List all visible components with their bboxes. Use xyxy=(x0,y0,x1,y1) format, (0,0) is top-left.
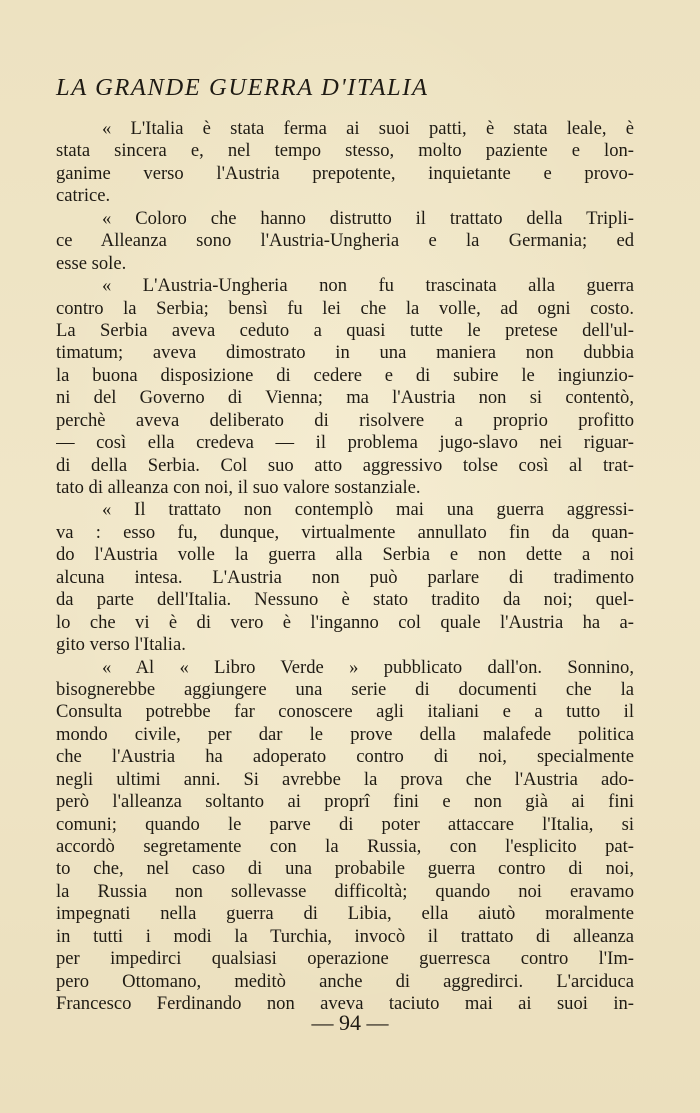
text-line: ce Alleanza sono l'Austria-Ungheria e la Germania; ed xyxy=(56,230,634,252)
text-line: « Coloro che hanno distrutto il trattato della Tripli- xyxy=(102,207,634,229)
text-line: Francesco Ferdinando non aveva taciuto mai ai suoi in- xyxy=(56,993,634,1015)
text-line: « L'Italia è stata ferma ai suoi patti, è stata leale, è xyxy=(102,118,634,139)
running-head: LA GRANDE GUERRA D'ITALIA xyxy=(56,74,429,101)
text-line: timatum; aveva dimostrato in una maniera non dubbia xyxy=(56,342,634,364)
text-line: contro la Serbia; bensì fu lei che la volle, ad ogni costo. xyxy=(56,297,634,319)
text-line: do l'Austria volle la guerra alla Serbia e non dette a noi xyxy=(56,544,634,566)
text-line: in tutti i modi la Turchia, invocò il trattato di alleanza xyxy=(56,925,634,947)
text-line: la buona disposizione di cedere e di subire le ingiunzio- xyxy=(56,364,634,386)
body-text xyxy=(56,118,634,1016)
text-line: accordò segretamente con la Russia, con l'esplicito pat- xyxy=(56,836,634,857)
text-line: da parte dell'Italia. Nessuno è stato tradito da noi; quel- xyxy=(56,589,634,611)
text-line: ganime verso l'Austria prepotente, inquietante e provo- xyxy=(56,162,634,184)
text-line: stata sincera e, nel tempo stesso, molto paziente e lon- xyxy=(56,140,634,162)
text-line: perchè aveva deliberato di risolvere a proprio profitto xyxy=(56,409,634,431)
text-line: bisognerebbe aggiungere una serie di documenti che la xyxy=(56,678,634,700)
text-line: gito verso l'Italia. xyxy=(56,634,186,656)
text-line: lo che vi è di vero è l'inganno col quale l'Austria ha a- xyxy=(56,611,634,633)
text-line: La Serbia aveva ceduto a quasi tutte le pretese dell'ul- xyxy=(56,319,634,341)
text-line: va : esso fu, dunque, virtualmente annullato fin da quan- xyxy=(56,521,634,543)
text-line: « L'Austria-Ungheria non fu trascinata alla guerra xyxy=(102,275,634,297)
text-line: però l'alleanza soltanto ai proprî fini e non già ai fini xyxy=(56,791,634,813)
text-line: impegnati nella guerra di Libia, ella aiutò moralmente xyxy=(56,903,634,925)
text-line: che l'Austria ha adoperato contro di noi, specialmente xyxy=(56,746,634,768)
text-line: esse sole. xyxy=(56,252,127,274)
text-line: to che, nel caso di una probabile guerra contro di noi, xyxy=(56,858,634,880)
text-line: per impedirci qualsiasi operazione guerresca contro l'Im- xyxy=(56,948,634,970)
text-line: mondo civile, per dar le prove della malafede politica xyxy=(56,723,634,745)
text-line: alcuna intesa. L'Austria non può parlare di tradimento xyxy=(56,566,634,588)
text-line: « Al « Libro Verde » pubblicato dall'on. Sonnino, xyxy=(102,656,634,678)
text-line: la Russia non sollevasse difficoltà; quando noi eravamo xyxy=(56,880,634,902)
text-line: — così ella credeva — il problema jugo-slavo nei riguar- xyxy=(56,432,634,454)
text-line: catrice. xyxy=(56,185,111,207)
text-line: pero Ottomano, meditò anche di aggredirci. L'arciduca xyxy=(56,970,634,992)
text-line: « Il trattato non contemplò mai una guerra aggressi- xyxy=(102,499,634,521)
page-number: — 94 — xyxy=(311,1010,389,1035)
text-line: negli ultimi anni. Si avrebbe la prova che l'Austria ado- xyxy=(56,768,634,790)
text-line: Consulta potrebbe far conoscere agli italiani e a tutto il xyxy=(56,701,634,723)
text-line: tato di alleanza con noi, il suo valore sostanziale. xyxy=(56,477,421,498)
text-line: di della Serbia. Col suo atto aggressivo tolse così al trat- xyxy=(56,454,634,476)
text-line: ni del Governo di Vienna; ma l'Austria non si contentò, xyxy=(56,387,634,409)
text-line: comuni; quando le parve di poter attaccare l'Italia, si xyxy=(56,813,634,835)
